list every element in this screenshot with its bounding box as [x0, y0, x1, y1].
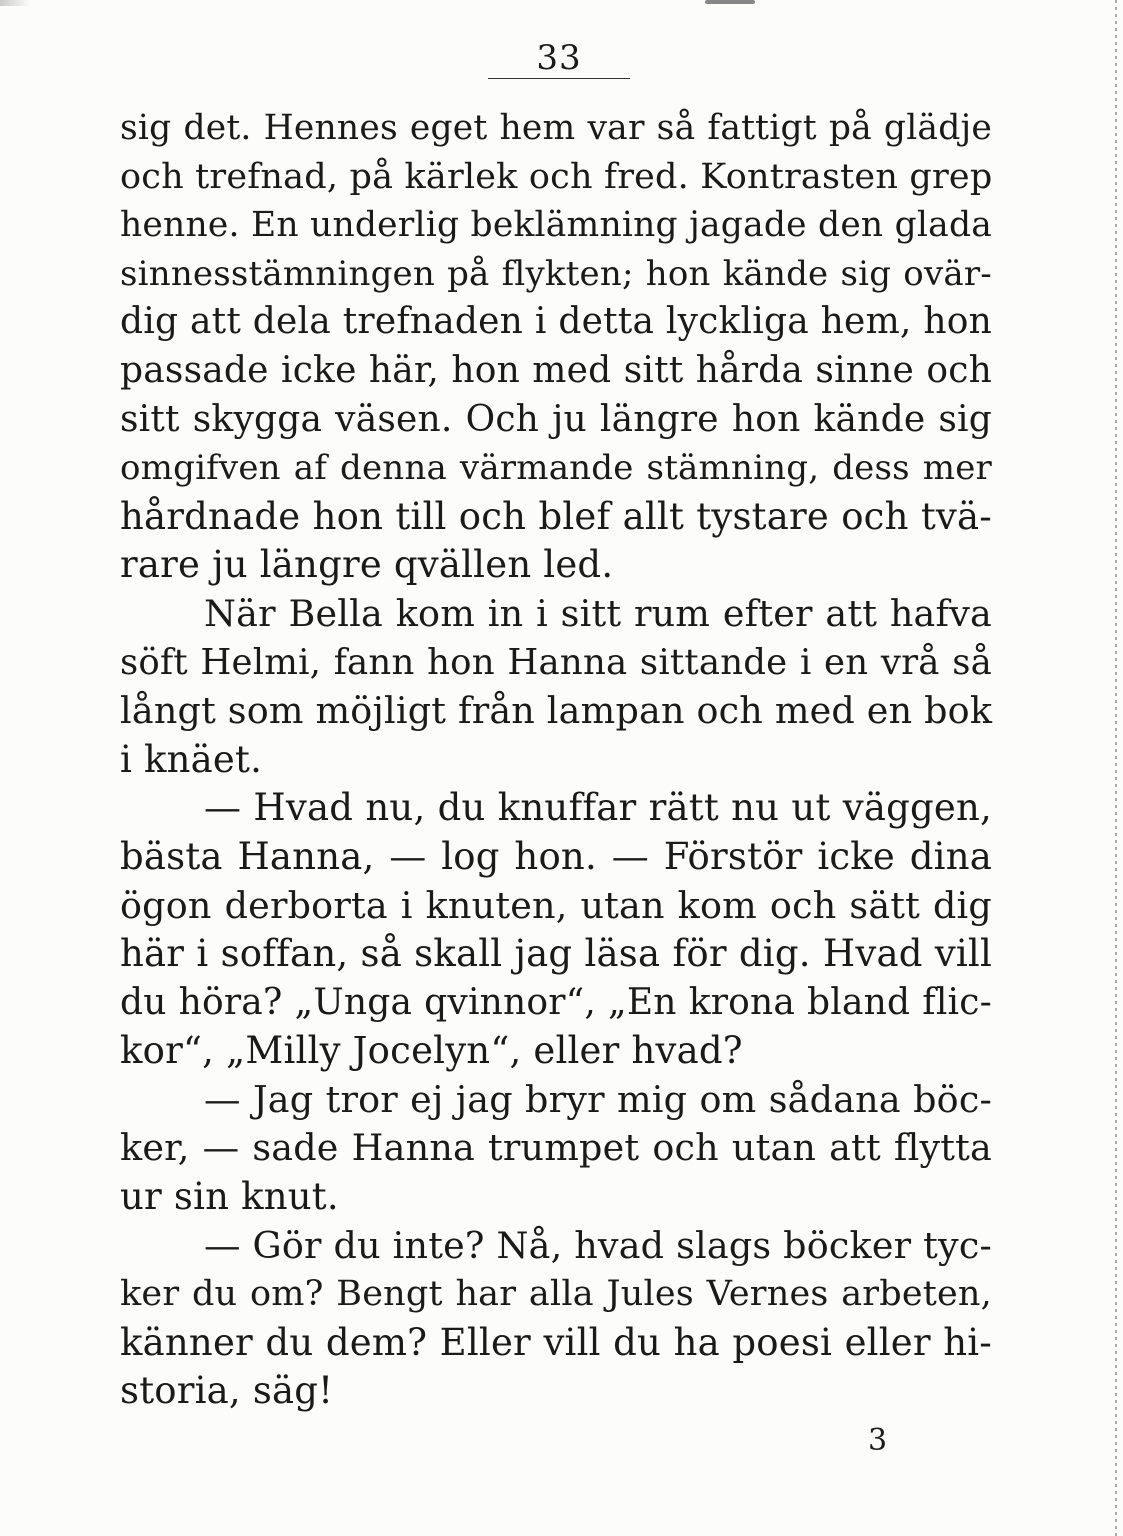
text-line: och trefnad, på kärlek och fred. Kontrasten grep — [120, 156, 993, 197]
scan-corner-mark — [0, 0, 30, 6]
text-line: dig att dela trefnaden i detta lyckliga hem, hon — [120, 301, 992, 343]
body-text — [120, 104, 992, 1416]
text-line: passade icke här, hon med sitt hårda sinne och — [120, 349, 992, 391]
text-line: du höra? „Unga qvinnor“, „En krona bland flic- — [120, 981, 992, 1023]
text-line: ögon derborta i knuten, utan kom och sätt dig — [120, 883, 992, 927]
text-line: ker du om? Bengt har alla Jules Vernes arbeten, — [120, 1274, 992, 1315]
page-number-rule — [488, 78, 630, 79]
signature-mark: 3 — [868, 1423, 888, 1458]
scan-top-mark — [705, 0, 755, 4]
text-line: bästa Hanna, — log hon. — Förstör icke dina — [120, 834, 992, 878]
text-line: i knäet. — [120, 737, 263, 781]
page-number: 33 — [536, 38, 582, 78]
text-line: hårdnade hon till och blef allt tystare och tvä- — [120, 494, 992, 538]
scan-page-edge — [1115, 0, 1117, 1536]
text-line: sitt skygga väsen. Och ju längre hon kände sig — [120, 398, 992, 440]
text-line: — Jag tror ej jag bryr mig om sådana böc- — [204, 1077, 992, 1121]
text-line: söft Helmi, fann hon Hanna sittande i en vrå så — [120, 641, 992, 683]
text-line: omgifven af denna värmande stämning, dess mer — [120, 448, 992, 489]
text-line: henne. En underlig beklämning jagade den glada — [120, 205, 992, 246]
text-line: När Bella kom in i sitt rum efter att hafva — [204, 591, 992, 635]
text-line: långt som möjligt från lampan och med en bok — [120, 689, 993, 733]
text-line: sig det. Hennes eget hem var så fattigt på glädje — [120, 108, 992, 148]
text-line: kor“, „Milly Jocelyn“, eller hvad? — [120, 1029, 743, 1073]
text-line: känner du dem? Eller vill du ha poesi eller hi- — [120, 1320, 992, 1364]
text-line: ker, — sade Hanna trumpet och utan att flytta — [120, 1126, 992, 1170]
text-line: rare ju längre qvällen led. — [120, 543, 614, 587]
text-line: storia, säg! — [120, 1369, 334, 1413]
text-line: — Hvad nu, du knuffar rätt nu ut väggen, — [204, 786, 992, 830]
text-line: — Gör du inte? Nå, hvad slags böcker tyc- — [204, 1223, 992, 1267]
text-line: här i soffan, så skall jag läsa för dig. Hvad vill — [120, 932, 992, 976]
text-line: sinnesstämningen på flykten; hon kände sig ovär- — [120, 253, 992, 294]
text-line: ur sin knut. — [120, 1175, 339, 1219]
